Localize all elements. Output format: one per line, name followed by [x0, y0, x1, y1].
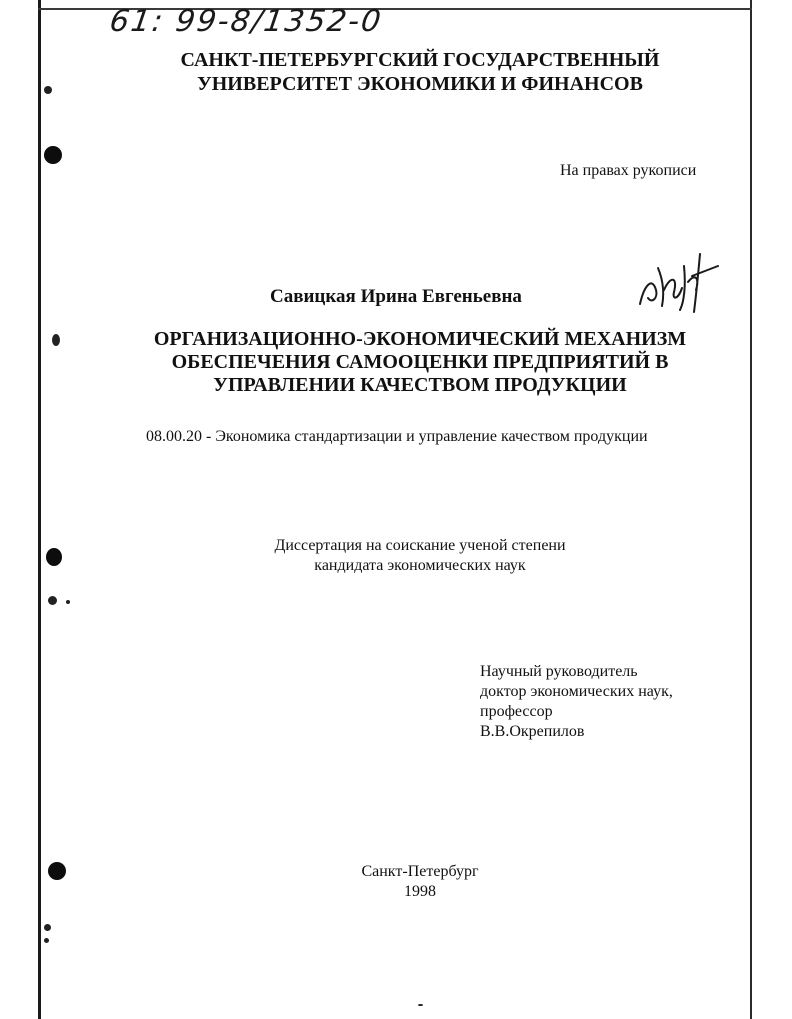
scan-edge-left: [38, 0, 41, 1019]
supervisor-line-3: профессор: [480, 703, 553, 720]
author-name: Савицкая Ирина Евгеньевна: [270, 286, 522, 307]
university-line-2: УНИВЕРСИТЕТ ЭКОНОМИКИ И ФИНАНСОВ: [197, 73, 643, 95]
binding-mark: [66, 600, 70, 604]
punch-hole-1: [44, 146, 62, 164]
title-line-1: ОРГАНИЗАЦИОННО-ЭКОНОМИЧЕСКИЙ МЕХАНИЗМ: [153, 328, 687, 350]
binding-mark: [48, 596, 57, 605]
punch-hole-2: [46, 548, 62, 566]
scan-dot: [418, 1004, 423, 1006]
supervisor-line-1: Научный руководитель: [480, 663, 638, 680]
archive-number: 61: 99-8/1352-0: [107, 4, 385, 39]
dissertation-title: [100, 328, 740, 397]
place: Санкт-Петербург: [361, 863, 479, 880]
degree-line-2: кандидата экономических наук: [314, 557, 526, 574]
place-and-year: [100, 862, 740, 902]
scan-edge-right: [750, 0, 752, 1019]
title-line-2: ОБЕСПЕЧЕНИЯ САМООЦЕНКИ ПРЕДПРИЯТИЙ В: [171, 351, 669, 373]
supervisor-line-4: В.В.Окрепилов: [480, 723, 585, 740]
university-line-1: САНКТ-ПЕТЕРБУРГСКИЙ ГОСУДАРСТВЕННЫЙ: [180, 49, 660, 71]
author-signature: [634, 246, 724, 316]
supervisor-block: [480, 662, 673, 742]
manuscript-note: На правах рукописи: [560, 162, 697, 179]
degree-line-1: Диссертация на соискание ученой степени: [274, 537, 566, 554]
binding-mark: [52, 334, 60, 346]
year: 1998: [404, 883, 436, 900]
degree-statement: [100, 536, 740, 576]
specialty-code: 08.00.20 - Экономика стандартизации и управление качеством продукции: [146, 428, 648, 445]
binding-mark: [44, 86, 52, 94]
university-name: [100, 48, 740, 96]
binding-mark: [44, 924, 51, 931]
supervisor-line-2: доктор экономических наук,: [480, 683, 673, 700]
binding-mark: [44, 938, 49, 943]
title-line-3: УПРАВЛЕНИИ КАЧЕСТВОМ ПРОДУКЦИИ: [213, 374, 627, 396]
punch-hole-3: [48, 862, 66, 880]
